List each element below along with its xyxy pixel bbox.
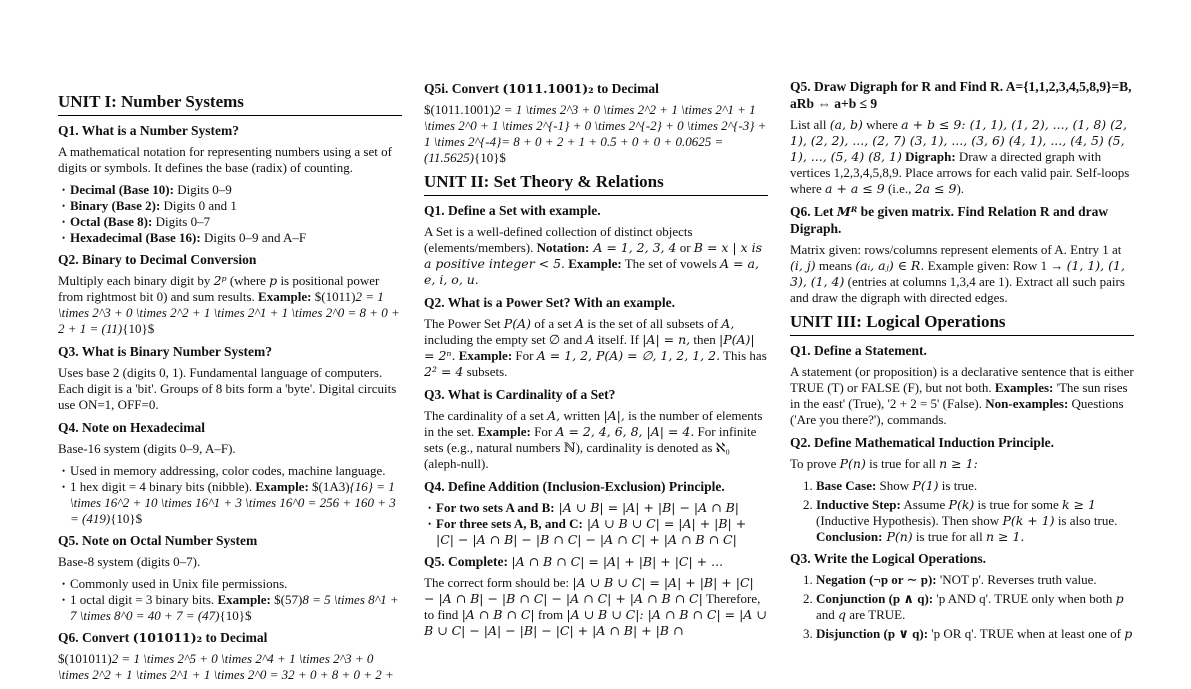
q2-text: Multiply each binary digit by 2ᵖ (where p is positional power from rightmost bit 0) and sum results. Example: $(1011)2 = 1 \times 2^3 + 0 \times 2^2 + 1 \times 2^1 + 1 \times 2^0 = 8 + 0 + 2 + 1 = (11){10}$	[58, 273, 400, 336]
q3-title: Q3. What is Binary Number System?	[58, 344, 273, 359]
list-item: • Hexadecimal (Base 16): Digits 0–9 and A–F	[70, 230, 402, 246]
q2-title: Q2. Binary to Decimal Conversion	[58, 252, 257, 267]
column-3	[790, 78, 1134, 647]
q6-title: Q6. Let Mᴿ be given matrix. Find Relation R and draw Digraph.	[790, 204, 1109, 236]
q1-title: Q1. What is a Number System?	[58, 123, 240, 138]
q4-title: Q4. Note on Hexadecimal	[58, 420, 205, 435]
q1-text: A statement (or proposition) is a declarative sentence that is either TRUE (T) or FALSE (F), but not both. Examples: 'The sun rises in the east' (True), '2 + 2 = 5' (False). Non-examples: Questions ('Are you there?'), commands.	[790, 364, 1134, 427]
q3-text: The cardinality of a set A, written |A|, is the number of elements in the set. Example: For A = 2, 4, 6, 8, |A| = 4. For infinite sets (e.g., natural numbers ℕ), cardinality is denoted as ℵ₀ (aleph-null).	[424, 408, 763, 471]
list-item: • 1 hex digit = 4 binary bits (nibble). Example: $(1A3){16} = 1 \times 16^2 + 10 \times 16^1 + 3 \times 16^0 = 256 + 160 + 3 = (419){10}$	[70, 479, 402, 527]
q1-title: Q1. Define a Statement.	[790, 343, 927, 358]
q6-text: Matrix given: rows/columns represent elements of A. Entry 1 at (i, j) means (aᵢ, aⱼ) ∈ R. Example given: Row 1 → (1, 1), (1, 3), (1, 4) (entries at columns 1,3,4 are 1). Extract all such pairs and draw the digraph with directed edges.	[790, 242, 1125, 305]
logical-operations-list	[790, 572, 1134, 642]
list-item: • Octal (Base 8): Digits 0–7	[70, 214, 402, 230]
induction-steps	[790, 478, 1134, 545]
unit-3-title: UNIT III: Logical Operations	[790, 312, 1134, 336]
list-item: 1. Base Case: Show P(1) is true.	[816, 478, 1134, 494]
list-item: 2. Inductive Step: Assume P(k) is true for some k ≥ 1 (Inductive Hypothesis). Then show P(k + 1) is also true. Conclusion: P(n) is true for all n ≥ 1.	[816, 497, 1134, 545]
q5-text: List all (a, b) where a + b ≤ 9: (1, 1), (1, 2), ..., (1, 8) (2, 1), (2, 2), ..., (2, 7) (3, 1), ..., (3, 6) (4, 1), ..., (4, 5) (5, 1), ..., (5, 4) (8, 1) Digraph: Draw a directed graph with vertices 1,2,3,4,5,8,9. Place arrows for each valid pair. Self-loops where a + a ≤ 9 (i.e., 2a ≤ 9).	[790, 117, 1130, 196]
list-item: 1. Negation (¬p or ∼ p): 'NOT p'. Reverses truth value.	[816, 572, 1134, 588]
inclusion-exclusion-list	[424, 500, 768, 548]
q5-text: The correct form should be: |A ∪ B ∪ C| = |A| + |B| + |C| − |A ∩ B| − |B ∩ C| − |A ∩ C| + |A ∩ B ∩ C| Therefore, to find |A ∩ B ∩ C| from |A ∪ B ∪ C|: |A ∩ B ∩ C| = |A ∪ B ∪ C| − |A| − |B| − |C| + |A ∩ B| + |B ∩	[424, 575, 767, 638]
list-item: • Binary (Base 2): Digits 0 and 1	[70, 198, 402, 214]
q5i-text: $(1011.1001)2 = 1 \times 2^3 + 0 \times 2^2 + 1 \times 2^1 + 1 \times 2^0 + 1 \times 2^{-1} + 0 \times 2^{-2} + 0 \times 2^{-3} + 1 \times 2^{-4}= 8 + 0 + 2 + 1 + 0.5 + 0 + 0 + 0.0625 = (11.5625){10}$	[424, 102, 767, 165]
q1-text: A mathematical notation for representing numbers using a set of digits or symbols. It defines the base (radix) of counting.	[58, 144, 392, 175]
q2-text: The Power Set P(A) of a set A is the set of all subsets of A, including the empty set ∅ and A itself. If |A| = n, then |P(A)| = 2ⁿ. Example: For A = 1, 2, P(A) = ∅, 1, 2, 1, 2. This has 2² = 4 subsets.	[424, 316, 767, 379]
q4-title: Q4. Define Addition (Inclusion-Exclusion) Principle.	[424, 479, 725, 494]
list-item: • For three sets A, B, and C: |A ∪ B ∪ C| = |A| + |B| + |C| − |A ∩ B| − |B ∩ C| − |A ∩ C| + |A ∩ B ∩ C|	[436, 516, 768, 548]
list-item: • Decimal (Base 10): Digits 0–9	[70, 182, 402, 198]
list-item: 2. Conjunction (p ∧ q): 'p AND q'. TRUE only when both p and q are TRUE.	[816, 591, 1134, 623]
unit-1-title: UNIT I: Number Systems	[58, 92, 402, 116]
list-item: • Commonly used in Unix file permissions.	[70, 576, 402, 592]
list-item: • 1 octal digit = 3 binary bits. Example: $(57)8 = 5 \times 8^1 + 7 \times 8^0 = 40 + 7 = (47){10}$	[70, 592, 402, 624]
unit-2-title: UNIT II: Set Theory & Relations	[424, 172, 768, 196]
q5-title: Q5. Complete: |A ∩ B ∩ C| = |A| + |B| + |C| + ...	[424, 554, 724, 569]
octal-list	[58, 576, 402, 624]
q3-title: Q3. Write the Logical Operations.	[790, 551, 986, 566]
list-item: 3. Disjunction (p ∨ q): 'p OR q'. TRUE when at least one of p	[816, 626, 1134, 642]
q6-text: $(101011)2 = 1 \times 2^5 + 0 \times 2^4 + 1 \times 2^3 + 0 \times 2^2 + 1 \times 2^1 + 1 \times 2^0 = 32 + 0 + 8 + 0 + 2 +	[58, 651, 394, 682]
q5-title: Q5. Draw Digraph for R and Find R. A={1,1,2,3,4,5,8,9}=B, aRb ⇔ a+b ≤ 9	[790, 79, 1132, 111]
q2-title: Q2. What is a Power Set? With an example.	[424, 295, 676, 310]
column-1	[58, 92, 402, 689]
q1-text: A Set is a well-defined collection of distinct objects (elements/members). Notation: A = 1, 2, 3, 4 or B = x | x is a positive integer < 5. Example: The set of vowels A = a, e, i, o, u.	[424, 224, 763, 287]
q5i-title: Q5i. Convert (1011.1001)₂ to Decimal	[424, 81, 659, 96]
column-2	[424, 80, 768, 645]
q3-title: Q3. What is Cardinality of a Set?	[424, 387, 616, 402]
q3-text: Uses base 2 (digits 0, 1). Fundamental language of computers. Each digit is a 'bit'. Groups of 8 bits form a 'byte'. Digital circuits use ON=1, OFF=0.	[58, 365, 397, 412]
hex-list	[58, 463, 402, 527]
list-item: • Used in memory addressing, color codes, machine language.	[70, 463, 402, 479]
q6-title: Q6. Convert (101011)₂ to Decimal	[58, 630, 268, 645]
number-systems-list	[58, 182, 402, 246]
q4-text: Base-16 system (digits 0–9, A–F).	[58, 441, 236, 456]
list-item: • For two sets A and B: |A ∪ B| = |A| + |B| − |A ∩ B|	[436, 500, 768, 516]
q2-text: To prove P(n) is true for all n ≥ 1:	[790, 456, 978, 471]
q2-title: Q2. Define Mathematical Induction Principle.	[790, 435, 1054, 450]
q5-title: Q5. Note on Octal Number System	[58, 533, 258, 548]
q5-text: Base-8 system (digits 0–7).	[58, 554, 201, 569]
q1-title: Q1. Define a Set with example.	[424, 203, 601, 218]
